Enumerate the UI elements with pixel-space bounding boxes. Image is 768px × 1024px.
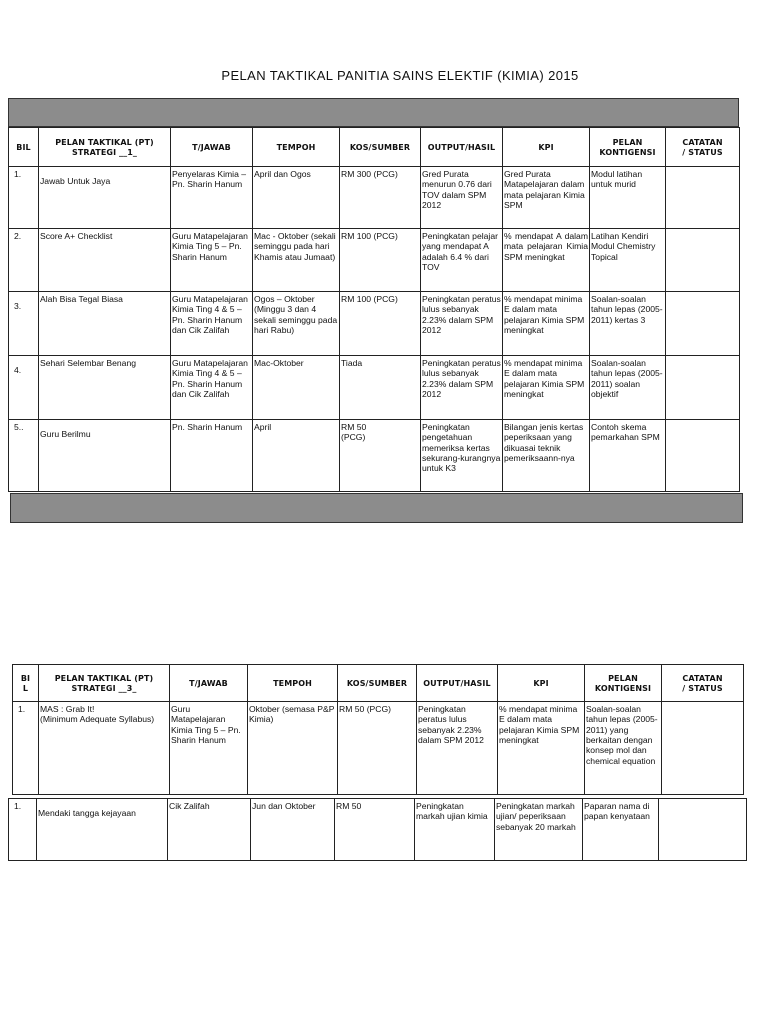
header-pelan-kontigensi: PELAN KONTIGENSI — [585, 665, 662, 702]
cell-kos: RM 300 (PCG) — [340, 167, 421, 229]
header-kpi: KPI — [498, 665, 585, 702]
header-catatan-status: CATATAN / STATUS — [666, 128, 740, 167]
cell-tjawab: Guru Matapelajaran Kimia Ting 4 & 5 – Pn. Sharin Hanum dan Cik Zalifah — [171, 292, 253, 356]
header-tempoh: TEMPOH — [248, 665, 338, 702]
header-tjawab: T/JAWAB — [170, 665, 248, 702]
cell-catatan — [666, 420, 740, 492]
cell-tempoh: Mac-Oktober — [253, 356, 340, 420]
cell-kpi: % mendapat minima E dalam mata pelajaran Kimia SPM meningkat — [503, 292, 590, 356]
cell-bil: 4. — [9, 356, 39, 420]
cell-kos: RM 100 (PCG) — [340, 292, 421, 356]
cell-pelan: Mendaki tangga kejayaan — [37, 799, 168, 861]
header-tempoh: TEMPOH — [253, 128, 340, 167]
cell-kos: RM 100 (PCG) — [340, 229, 421, 292]
cell-bil: 2. — [9, 229, 39, 292]
table-row — [9, 292, 740, 356]
table-row — [9, 167, 740, 229]
cell-tjawab: Guru Matapelajaran Kimia Ting 5 – Pn. Sharin Hanum — [171, 229, 253, 292]
cell-kpi: % mendapat minima E dalam mata pelajaran Kimia SPM meningkat — [503, 356, 590, 420]
cell-output: Gred Purata menurun 0.76 dari TOV dalam SPM 2012 — [421, 167, 503, 229]
cell-pelan: Sehari Selembar Benang — [39, 356, 171, 420]
cell-kontigensi: Soalan-soalan tahun lepas (2005-2011) soalan objektif — [590, 356, 666, 420]
table-header-row — [13, 665, 744, 702]
cell-tempoh: Jun dan Oktober — [251, 799, 335, 861]
cell-kontigensi: Soalan-soalan tahun lepas (2005-2011) kertas 3 — [590, 292, 666, 356]
cell-tempoh: Mac - Oktober (sekali seminggu pada hari Khamis atau Jumaat) — [253, 229, 340, 292]
cell-tjawab: Cik Zalifah — [168, 799, 251, 861]
header-output-hasil: OUTPUT/HASIL — [417, 665, 498, 702]
header-kos-sumber: KOS/SUMBER — [338, 665, 417, 702]
cell-pelan: Alah Bisa Tegal Biasa — [39, 292, 171, 356]
cell-output: Peningkatan peratus lulus sebanyak 2.23% dalam SPM 2012 — [421, 292, 503, 356]
cell-tjawab: Guru Matapelajaran Kimia Ting 5 – Pn. Sharin Hanum — [170, 702, 248, 795]
header-bar-top — [8, 98, 739, 127]
cell-catatan — [659, 799, 747, 861]
cell-kpi: % mendapat A dalam mata pelajaran Kimia SPM meningkat — [503, 229, 590, 292]
table-header-row — [9, 128, 740, 167]
cell-catatan — [666, 292, 740, 356]
cell-kos: Tiada — [340, 356, 421, 420]
cell-kos: RM 50 — [335, 799, 415, 861]
cell-pelan: MAS : Grab It! (Minimum Adequate Syllabus) — [39, 702, 170, 795]
header-bil: BI L — [13, 665, 39, 702]
header-kpi: KPI — [503, 128, 590, 167]
cell-output: Peningkatan pengetahuan memeriksa kertas sekurang-kurangnya untuk K3 — [421, 420, 503, 492]
cell-bil: 1. — [9, 167, 39, 229]
cell-catatan — [662, 702, 744, 795]
cell-tjawab: Guru Matapelajaran Kimia Ting 4 & 5 – Pn. Sharin Hanum dan Cik Zalifah — [171, 356, 253, 420]
cell-tempoh: Ogos – Oktober (Minggu 3 dan 4 sekali seminggu pada hari Rabu) — [253, 292, 340, 356]
cell-kontigensi: Latihan Kendiri Modul Chemistry Topical — [590, 229, 666, 292]
table-row — [9, 229, 740, 292]
cell-tjawab: Pn. Sharin Hanum — [171, 420, 253, 492]
header-pelan-kontigensi: PELAN KONTIGENSI — [590, 128, 666, 167]
cell-tempoh: April — [253, 420, 340, 492]
cell-kos: RM 50 (PCG) — [340, 420, 421, 492]
header-pelan-taktikal: PELAN TAKTIKAL (PT) STRATEGI __3_ — [39, 665, 170, 702]
cell-bil: 1. — [9, 799, 37, 861]
cell-pelan: Jawab Untuk Jaya — [39, 167, 171, 229]
cell-kpi: % mendapat minima E dalam mata pelajaran Kimia SPM meningkat — [498, 702, 585, 795]
header-kos-sumber: KOS/SUMBER — [340, 128, 421, 167]
cell-catatan — [666, 167, 740, 229]
cell-catatan — [666, 229, 740, 292]
cell-kontigensi: Modul latihan untuk murid — [590, 167, 666, 229]
cell-kos: RM 50 (PCG) — [338, 702, 417, 795]
cell-kontigensi: Soalan-soalan tahun lepas (2005-2011) yang berkaitan dengan konsep mol dan chemical equation — [585, 702, 662, 795]
table-row — [9, 356, 740, 420]
cell-kontigensi: Paparan nama di papan kenyataan — [583, 799, 659, 861]
strategy-extra-table — [8, 798, 747, 861]
table-row — [9, 799, 747, 861]
header-tjawab: T/JAWAB — [171, 128, 253, 167]
cell-kpi: Bilangan jenis kertas peperiksaan yang dikuasai teknik pemeriksaann-nya — [503, 420, 590, 492]
strategy-1-table — [8, 127, 740, 492]
page-title: PELAN TAKTIKAL PANITIA SAINS ELEKTIF (KIMIA) 2015 — [221, 68, 579, 83]
cell-pelan: Guru Berilmu — [39, 420, 171, 492]
header-pelan-taktikal: PELAN TAKTIKAL (PT) STRATEGI __1_ — [39, 128, 171, 167]
cell-output: Peningkatan peratus lulus sebanyak 2.23% dalam SPM 2012 — [417, 702, 498, 795]
cell-tempoh: Oktober (semasa P&P Kimia) — [248, 702, 338, 795]
cell-kontigensi: Contoh skema pemarkahan SPM — [590, 420, 666, 492]
cell-bil: 3. — [9, 292, 39, 356]
header-bil: BIL — [9, 128, 39, 167]
header-bar-bottom — [10, 493, 743, 523]
cell-tempoh: April dan Ogos — [253, 167, 340, 229]
cell-output: Peningkatan peratus lulus sebanyak 2.23% dalam SPM 2012 — [421, 356, 503, 420]
table-row — [9, 420, 740, 492]
cell-bil: 1. — [13, 702, 39, 795]
cell-tjawab: Penyelaras Kimia – Pn. Sharin Hanum — [171, 167, 253, 229]
cell-output: Peningkatan markah ujian kimia — [415, 799, 495, 861]
header-catatan-status: CATATAN / STATUS — [662, 665, 744, 702]
cell-catatan — [666, 356, 740, 420]
cell-kpi: Gred Purata Matapelajaran dalam mata pelajaran Kimia SPM — [503, 167, 590, 229]
header-output-hasil: OUTPUT/HASIL — [421, 128, 503, 167]
cell-kpi: Peningkatan markah ujian/ peperiksaan sebanyak 20 markah — [495, 799, 583, 861]
table-row — [13, 702, 744, 795]
cell-pelan: Score A+ Checklist — [39, 229, 171, 292]
cell-output: Peningkatan pelajar yang mendapat A adalah 6.4 % dari TOV — [421, 229, 503, 292]
cell-bil: 5.. — [9, 420, 39, 492]
strategy-3-table — [12, 664, 744, 795]
